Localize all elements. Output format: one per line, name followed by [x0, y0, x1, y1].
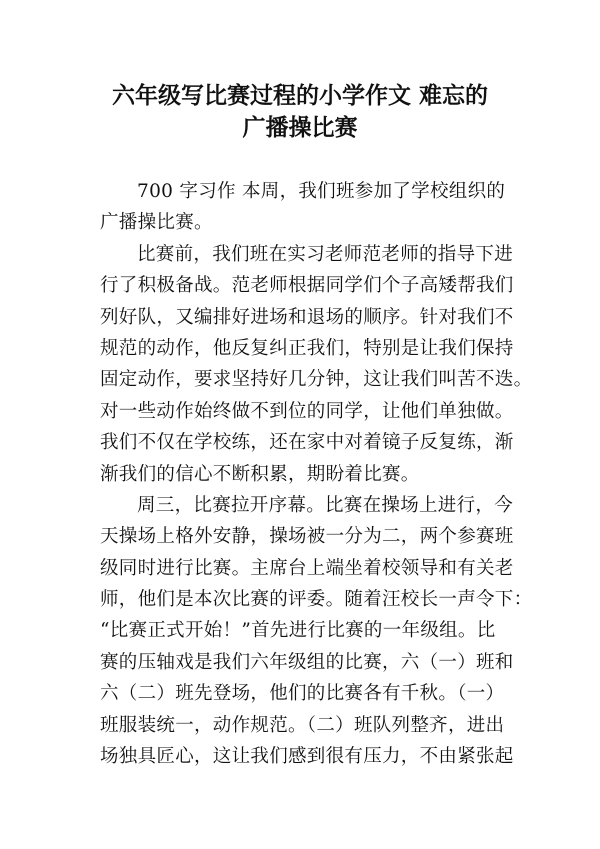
body-text-line: 六（二）班先登场，他们的比赛各有千秋。（一） — [100, 683, 505, 705]
body-text-line: 场独具匠心，这让我们感到很有压力，不由紧张起 — [100, 746, 514, 768]
body-text-line: 周三，比赛拉开序幕。比赛在操场上进行，今 — [137, 494, 514, 516]
body-text-line: 对一些动作始终做不到位的同学，让他们单独做。 — [100, 400, 514, 422]
body-text-line: 列好队，又编排好进场和退场的顺序。针对我们不 — [100, 306, 514, 328]
body-text-line: 级同时进行比赛。主席台上端坐着校领导和有关老 — [100, 557, 514, 579]
body-text-line: 赛的压轴戏是我们六年级组的比赛，六（一）班和 — [100, 651, 514, 673]
body-text-line: “比赛正式开始！”首先进行比赛的一年级组。比 — [100, 620, 496, 642]
body-text-line: 700 字习作 本周，我们班参加了学校组织的 — [137, 181, 506, 202]
body-text-line: 固定动作，要求坚持好几分钟，这让我们叫苦不迭。 — [100, 369, 533, 391]
document-title-line-1: 六年级写比赛过程的小学作文 难忘的 — [111, 82, 488, 109]
document-body — [100, 176, 533, 772]
body-text-line: 渐我们的信心不断积累，期盼着比赛。 — [100, 463, 420, 485]
body-text-line: 我们不仅在学校练，还在家中对着镜子反复练，渐 — [100, 432, 514, 454]
body-text-line: 广播操比赛。 — [100, 212, 213, 234]
document-title-line-2: 广播操比赛 — [242, 114, 358, 141]
body-text-line: 比赛前，我们班在实习老师范老师的指导下进 — [137, 243, 514, 265]
body-text-line: 班服装统一，动作规范。（二）班队列整齐，进出 — [100, 714, 505, 736]
body-text-line: 行了积极备战。范老师根据同学们个子高矮帮我们 — [100, 275, 514, 297]
body-text-line: 师，他们是本次比赛的评委。随着汪校长一声令下： — [100, 589, 533, 611]
body-text-line: 天操场上格外安静，操场被一分为二，两个参赛班 — [100, 526, 514, 548]
body-text-line: 规范的动作，他反复纠正我们，特别是让我们保持 — [100, 337, 514, 359]
